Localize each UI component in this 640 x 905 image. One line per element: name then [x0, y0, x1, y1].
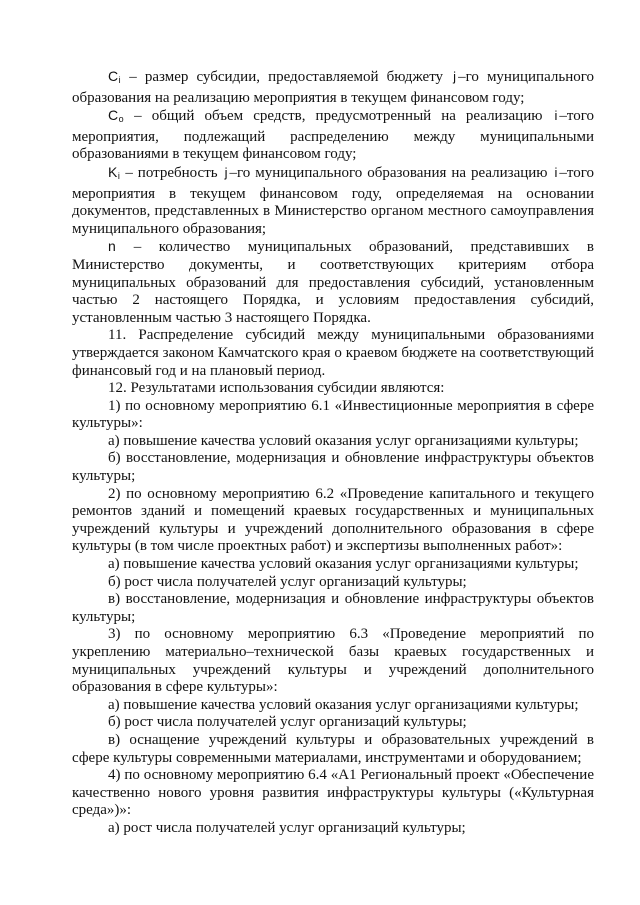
- list-item-4a: а) рост числа получателей услуг организаций культуры;: [108, 819, 466, 836]
- paragraph-11: 11. Распределение субсидий между муниципальными образованиями утверждается законом Камчатского края о краевом бюджете на соответствующий финансовый год и на плановый период.: [72, 327, 594, 379]
- list-item-4: 4) по основному мероприятию 6.4 «А1 Региональный проект «Обеспечение качественно нового уровня развития инфраструктуры культуры («Культурная среда»)»:: [72, 767, 594, 819]
- list-item-3a: а) повышение качества условий оказания услуг организациями культуры;: [108, 696, 579, 713]
- symbol-co: $C_o$: [108, 107, 125, 125]
- symbol-ci: $C_i$: [108, 68, 122, 85]
- symbol-n: n: [108, 238, 117, 255]
- list-item-2: 2) по основному мероприятию 6.2 «Проведение капитального и текущего ремонтов зданий и помещений краевых государственных и муниципальных учреждений культуры и учреждений дополнительного образования в сфере культуры (в том числе проектных работ) и экспертизы выполненных работ»:: [72, 485, 594, 555]
- list-item-3: 3) по основному мероприятию 6.3 «Проведение мероприятий по укреплению материально–технической базы краевых государственных и муниципальных учреждений культуры и учреждений дополнительного образования в сфере культуры»:: [72, 626, 594, 696]
- list-item-2b: б) рост числа получателей услуг организаций культуры;: [108, 573, 467, 590]
- list-item-1: 1) по основному мероприятию 6.1 «Инвестиционные мероприятия в сфере культуры»:: [72, 397, 594, 432]
- definition-ci: $C_i$ – размер субсидии, предоставляемой бюджету j –го муниципального образования на реализацию мероприятия в текущем финансовом году;: [72, 68, 594, 106]
- document-body: [72, 68, 594, 838]
- list-item-2c: в) восстановление, модернизация и обновление инфраструктуры объектов культуры;: [72, 591, 594, 625]
- list-item-1a: а) повышение качества условий оказания услуг организациями культуры;: [108, 432, 579, 449]
- list-item-2a: а) повышение качества условий оказания услуг организациями культуры;: [108, 556, 579, 573]
- definition-n: n – количество муниципальных образований, представивших в Министерство документы, и соответствующих критериям отбора муниципальных образований для предоставления субсидий, установленным частью 2 настоящего Порядка, и условиям предоставления субсидий, установленным частью 3 настоящего Порядка.: [72, 238, 594, 326]
- list-item-3c: в) оснащение учреждений культуры и образовательных учреждений в сфере культуры современными материалами, инструментами и оборудованием;: [72, 731, 594, 766]
- symbol-ki: $K_i$: [108, 163, 121, 181]
- definition-ki: $K_i$ – потребность j –го муниципального образования на реализацию i –того мероприятия в текущем финансовом году, определяемая на основании документов, представленных в Министерство органом местного самоуправления муниципального образования;: [72, 163, 595, 237]
- paragraph-12: 12. Результатами использования субсидии являются:: [108, 380, 445, 397]
- definition-co: $C_o$ – общий объем средств, предусмотренный на реализацию i –того мероприятия, подлежащий распределению между муниципальными образованиями в текущем финансовом году;: [72, 107, 594, 163]
- list-item-3b: б) рост числа получателей услуг организаций культуры;: [108, 714, 467, 731]
- list-item-1b: б) восстановление, модернизация и обновление инфраструктуры объектов культуры;: [72, 450, 594, 485]
